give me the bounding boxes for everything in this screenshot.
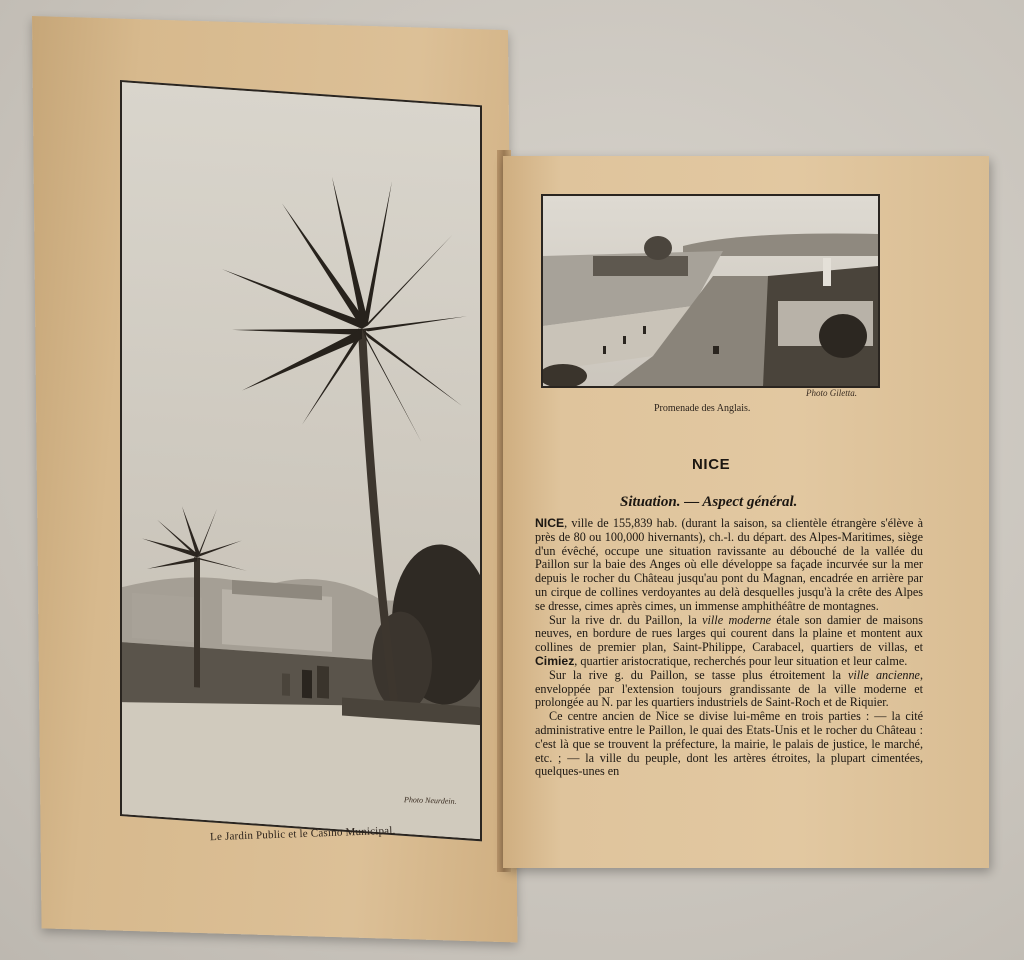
lead-word: NICE: [535, 516, 565, 530]
paragraph-3: [535, 669, 923, 710]
paragraph-1-text: , ville de 155,839 hab. (durant la saison, sa clientèle étrangère s'élève à près de 80 ou 100,000 hivernants), ch.-l. du départ. des Alpes-Maritimes, siège d'un évêché, occupe une situation ravissante au débouché de la vallée du Paillon sur la baie des Anges où elle développe sa façade incurvée sur la mer depuis le rocher du Château jusqu'au pont du Magnan, encadrée en arrière par un cirque de collines verdoyantes au delà desquelles jusqu'à la crête des Alpes se dresse, cimes après cimes, un immense amphithéâtre de montagnes.: [535, 516, 923, 613]
paragraph-3-italic: ville ancienne: [847, 667, 920, 682]
paragraph-3-part-2: , enveloppée par l'extension toujours grandissante de la ville moderne et prolongée au N. par les quartiers industriels de Saint-Roch et de Riquier.: [535, 667, 923, 710]
left-photo-credit: Photo Neurdein.: [403, 795, 457, 806]
section-title: Situation. — Aspect général.: [620, 494, 798, 510]
right-photo-credit: Photo Giletta.: [806, 388, 857, 398]
paragraph-3-part-1: Sur la rive g. du Paillon, se tasse plus étroitement la: [549, 667, 848, 682]
paragraph-4-text: Ce centre ancien de Nice se divise lui-même en trois parties : — la cité administrative entre le Paillon, le quai des Etats-Unis et le rocher du Château : c'est là que se trouvent la préfecture, la mairie, le palais de justice, le marché, etc. ; — la ville du peuple, dont les artères étroites, la plupart cimentées, quelques-unes en: [535, 709, 923, 779]
promenade-photo: [541, 194, 880, 388]
jardin-public-photo: [120, 80, 482, 844]
paragraph-2: [535, 614, 923, 669]
paragraph-2-part-1: Sur la rive dr. du Paillon, la: [549, 612, 703, 627]
body-text: [535, 517, 923, 779]
paragraph-2-bold: Cimiez: [535, 653, 575, 668]
right-photo-caption: Promenade des Anglais.: [654, 403, 751, 414]
paragraph-1: [535, 517, 923, 614]
paragraph-2-part-2: étale son damier de maisons neuves, en bordure de rues larges qui courent dans la plaine et montent aux collines de premier plan, Saint-Philippe, Carabacel, quartiers de villas, et: [535, 612, 923, 655]
paragraph-2-italic: ville moderne: [702, 612, 772, 627]
chapter-heading: NICE: [692, 456, 731, 473]
paragraph-4: [535, 710, 923, 779]
paragraph-2-part-3: , quartier aristocratique, recherchés pour leur situation et leur calme.: [574, 653, 908, 668]
left-photo-caption: Le Jardin Public et le Casino Municipal.: [209, 824, 396, 844]
